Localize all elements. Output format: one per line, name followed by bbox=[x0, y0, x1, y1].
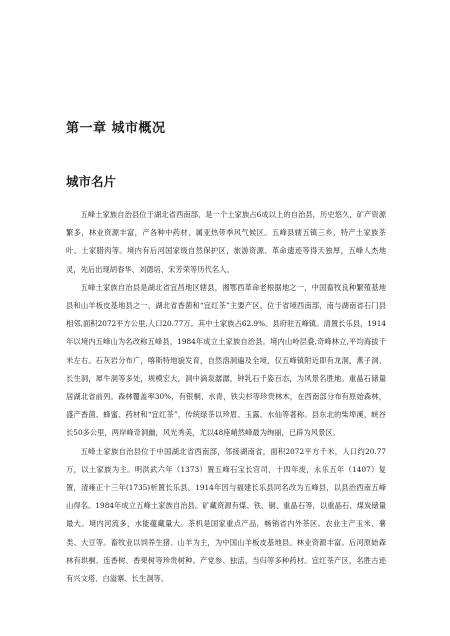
paragraph: 五峰土家族自治县位于中国湖北省西南部，邻接湖南省，面积2072平方千米，人口约20.77万，以土家族为主。明洪武六年（1373）置五峰石宝长官司，十四年废，永乐五年（1407）复置，清雍正十三年(1735)析置长乐县，1914年因与福建长乐县同名改为五峰县，以县治西南五峰山得名。1984年成立五峰土家族自治县。矿藏资源有煤、铁、铜、重晶石等，以重晶石、煤炭储量最大。境内河流多，水能蕴藏量大。茶机是国家重点产品，畅销省内外茶区。农业主产玉米、薯类、大豆等。畜牧业以饲养生猪、山羊为主，为中国山羊板皮基地县。林业资源丰富。后河原始森林有珙桐、连香树、香果树等珍贵树种。产党参、独活、当归等多种药材。宜红茶产区，名胜古迹有兴文塔、白溢寨、长生洞等。 bbox=[66, 446, 386, 584]
paragraph: 五峰土家族自治县是湖北省宜昌地区辖县，湘鄂西革命老根据地之一，中国畜牧良种繁殖基地县和山羊板皮基地县之一，湖北省香菌和“宜红茶”主要产区。位于省境西南部，南与湖南省石门县相邻,面积2072平方公里,人口20.77万。其中土家族占62.9%。县府驻五峰镇。清置长乐县，1914年以境内五峰山为名改称五峰县，1984年成立土家族自治县。境内山岭层叠,奇峰林立,平均海拔千米左右。石灰岩分布广，喀斯特地貌发育，自然溶洞遍及全境，仅五峰镇附近即有龙洞，燕子洞、长生洞，犀牛洞等多处，规模宏大，洞中滴泉潺潺，钟乳石千姿百态，为风景名胜地。重晶石储量居湖北省前列。森林覆盖率30%，有银桐、水青，铁尖杉等珍贵林木，在西南部分布有原始森林，盛产香菌、蜂蜜、药材和“宜红茶”，传统绿茶以珍眉、玉露、水仙等著称。县东北的柴埠溪，峡谷长50多公里，两岸峰奇洞幽，风光秀美，尤以48座峭然峰最为绚丽，已辟为风景区。 bbox=[66, 282, 386, 438]
paragraph: 五峰土家族自治县位于湖北省西南部，是一个土家族占6成以上的自治县，历史悠久，矿产资源繁多，林业资源丰富，产各种中药材，属亚热带季风气候区。五峰县辖五镇三乡，特产土家族茶叶、土家腊肉等。境内有后河国家级自然保护区，旅游资源、革命遗迹等得天独厚，五峰人杰地灵，先后出现胡春华、刘德培、宋芳荣等历代名人。 bbox=[66, 210, 386, 274]
section-title: 城市名片 bbox=[66, 174, 117, 189]
body-text bbox=[66, 206, 386, 588]
chapter-title: 第一章 城市概况 bbox=[66, 121, 166, 136]
